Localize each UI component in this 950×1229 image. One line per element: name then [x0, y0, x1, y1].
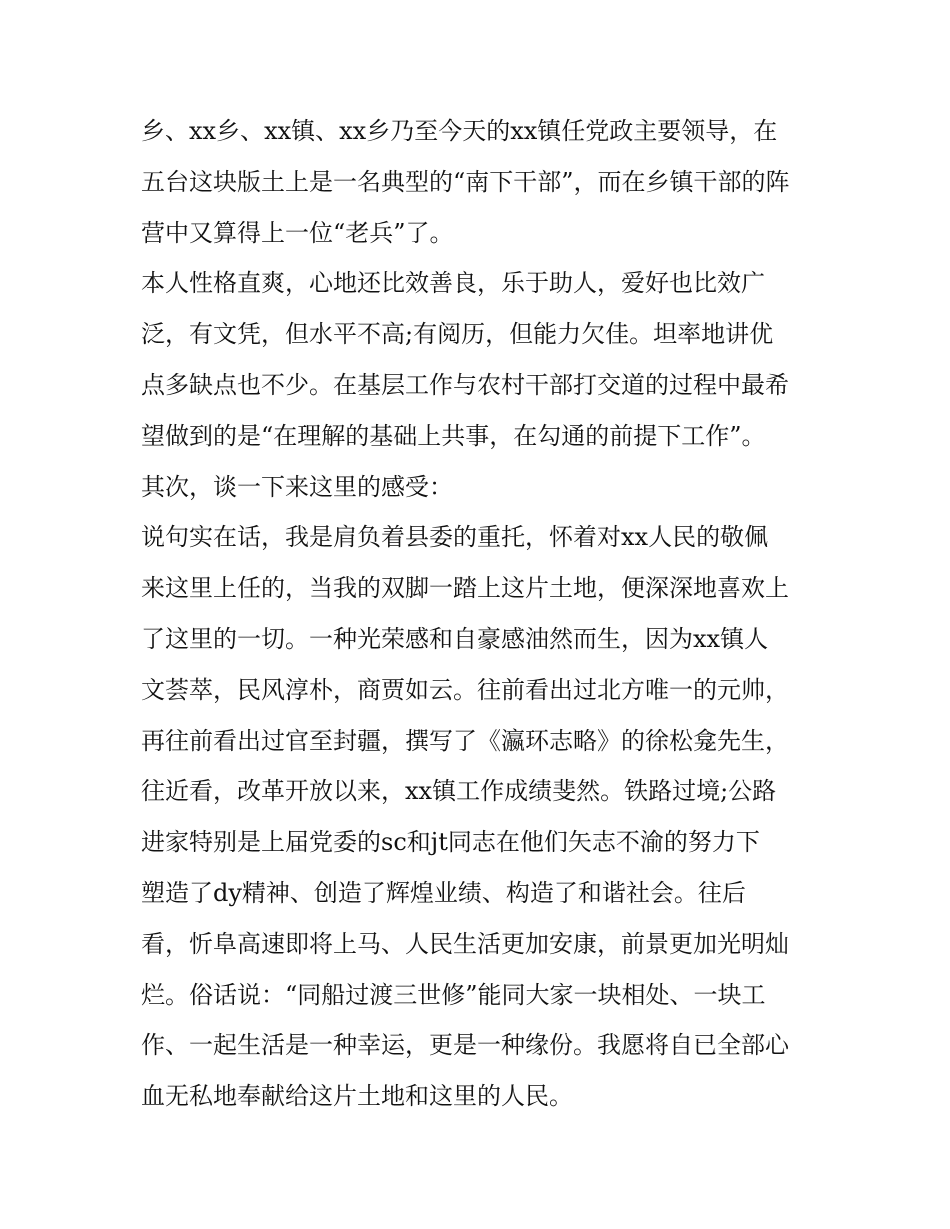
- text-line: 烂。俗话说：“同船过渡三世修”能同大家一块相处、一块工: [141, 980, 766, 1009]
- document-body: [141, 106, 831, 1122]
- text-line: 了这里的一切。一种光荣感和自豪感油然而生，因为xx镇人: [141, 624, 769, 653]
- text-line: 望做到的是“在理解的基础上共事，在勾通的前提下工作”。: [141, 421, 766, 450]
- text-line: 其次，谈一下来这里的感受：: [141, 472, 453, 501]
- text-line: 文荟萃，民风淳朴，商贾如云。往前看出过北方唯一的元帅，: [141, 675, 789, 704]
- text-line: 本人性格直爽，心地还比效善良，乐于助人，爱好也比效广: [141, 269, 765, 298]
- text-line: 说句实在话，我是肩负着县委的重托，怀着对xx人民的敬佩: [141, 523, 769, 552]
- text-line: 作、一起生活是一种幸运，更是一种缘份。我愿将自已全部心: [141, 1031, 789, 1060]
- text-line: 营中又算得上一位“老兵”了。: [141, 218, 454, 247]
- text-line: 看，忻阜高速即将上马、人民生活更加安康，前景更加光明灿: [141, 929, 789, 958]
- text-line: 泛，有文凭，但水平不高;有阅历，但能力欠佳。坦率地讲优: [141, 320, 774, 349]
- text-line: 塑造了dy精神、创造了辉煌业绩、构造了和谐社会。往后: [141, 878, 746, 907]
- text-line: 血无私地奉献给这片土地和这里的人民。: [141, 1082, 573, 1111]
- text-line: 往近看，改革开放以来，xx镇工作成绩斐然。铁路过境;公路: [141, 777, 777, 806]
- text-line: 再往前看出过官至封疆，撰写了《瀛环志略》的徐松龛先生，: [141, 726, 789, 755]
- text-line: 来这里上任的，当我的双脚一踏上这片土地，便深深地喜欢上: [141, 574, 789, 603]
- text-line: 五台这块版土上是一名典型的“南下干部”，而在乡镇干部的阵: [141, 167, 790, 196]
- text-line: 进家特别是上届党委的sc和jt同志在他们矢志不渝的努力下: [141, 828, 760, 857]
- text-line: 乡、xx乡、xx镇、xx乡乃至今天的xx镇任党政主要领导，在: [141, 117, 778, 145]
- text-line: 点多缺点也不少。在基层工作与农村干部打交道的过程中最希: [141, 370, 789, 399]
